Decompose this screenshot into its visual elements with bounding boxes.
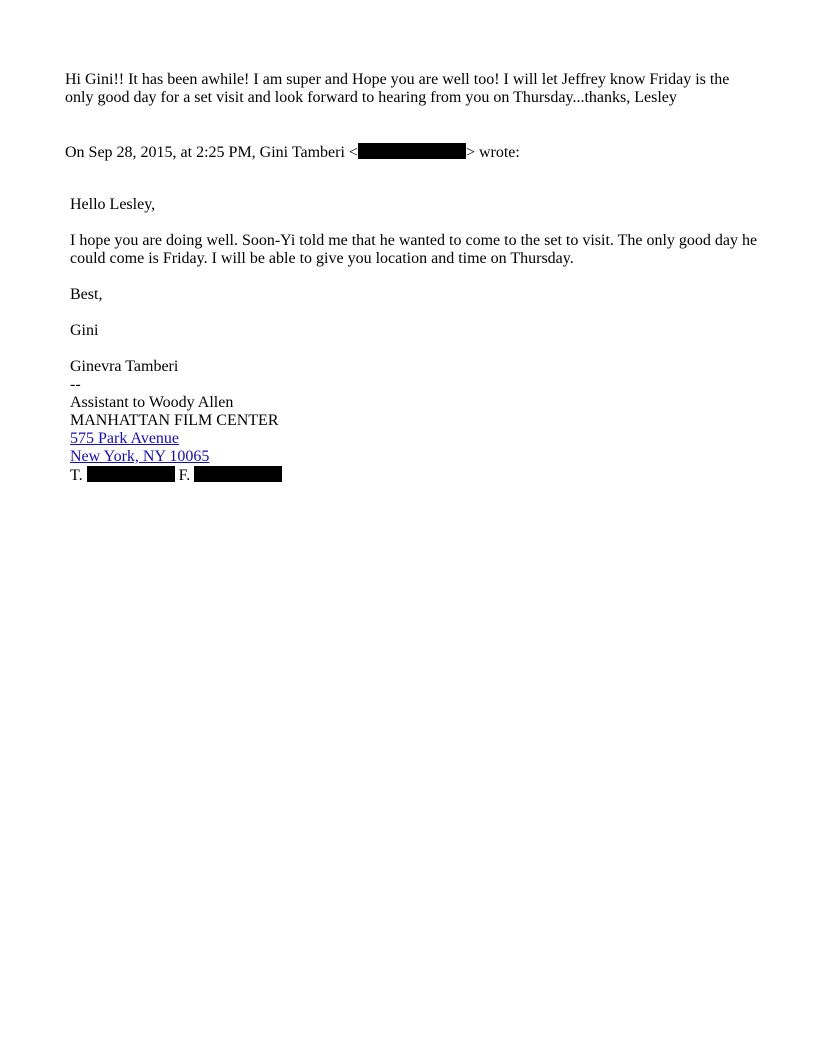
quote-header [65,143,520,162]
quoted-greeting: Hello Lesley, [70,196,156,213]
signature-separator: -- [70,376,81,393]
signature-name: Ginevra Tamberi [70,358,179,375]
redacted-email [358,143,466,159]
address-link-street[interactable]: 575 Park Avenue [70,430,180,447]
address-link-city[interactable]: New York, NY 10065 [70,448,210,465]
signature-company: MANHATTAN FILM CENTER [70,412,279,429]
signature-contact [70,466,760,485]
quoted-signoff: Gini [70,322,99,339]
signature-title: Assistant to Woody Allen [70,394,234,411]
email-signature [70,358,760,485]
redacted-fax [194,466,282,482]
quote-header-suffix: > wrote: [465,144,520,161]
redacted-phone [87,466,175,482]
fax-label: F. [178,467,191,484]
quoted-message [70,196,760,485]
quoted-closing: Best, [70,286,103,303]
reply-body: Hi Gini!! It has been awhile! I am super and Hope you are well too! I will let Jeffrey know Friday is the only good day for a set visit and look forward to hearing from you on Thursday...thanks, Lesley [65,71,730,106]
quote-header-prefix: On Sep 28, 2015, at 2:25 PM, Gini Tamberi < [65,144,358,161]
phone-label: T. [70,467,83,484]
quoted-body: I hope you are doing well. Soon-Yi told me that he wanted to come to the set to visit. The only good day he could come is Friday. I will be able to give you location and time on Thursday. [70,232,758,267]
